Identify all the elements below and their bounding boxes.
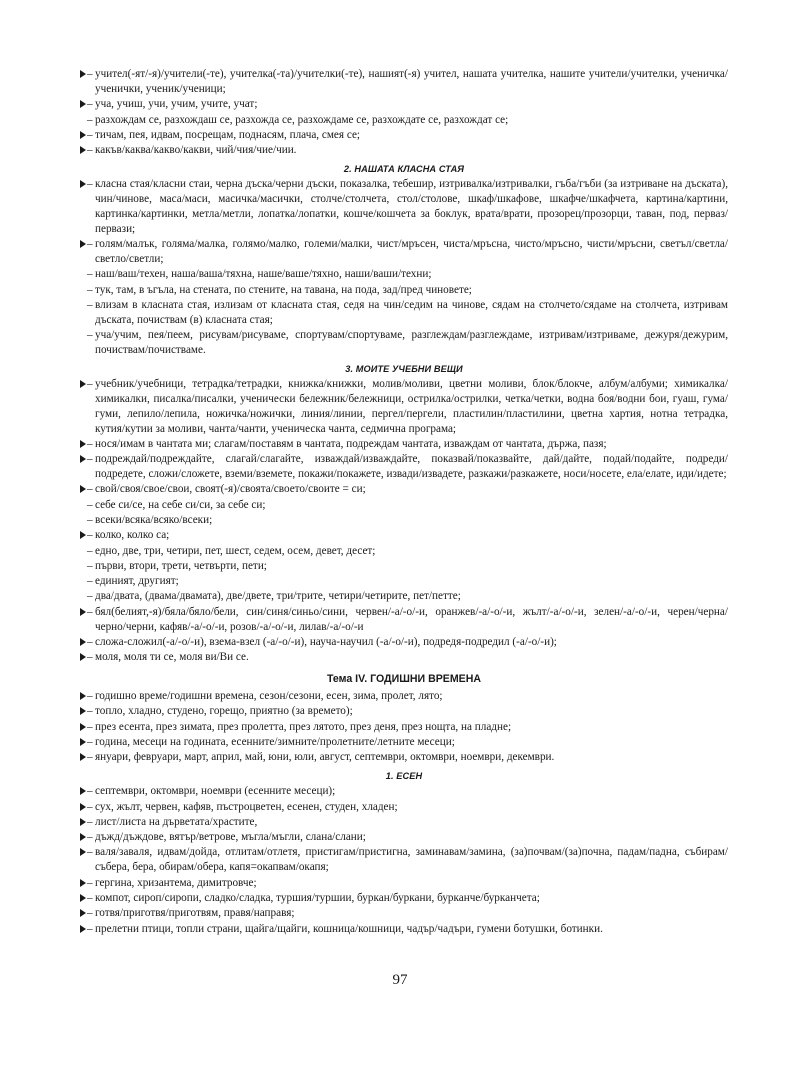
list-item (80, 922, 728, 937)
item-text: уча, учиш, учи, учим, учите, учат; (95, 98, 258, 111)
list-item (80, 830, 728, 845)
section-heading: 1. ЕСЕН (385, 771, 423, 782)
list-item (80, 328, 728, 358)
item-text: какъв/каква/какво/какви, чий/чия/чие/чии. (95, 144, 297, 157)
item-text: наш/ваш/техен, наша/ваша/тяхна, наше/ваше/тяхно, наши/ваши/техни; (95, 268, 432, 281)
arrow-bullet-icon: – (80, 650, 95, 665)
arrow-bullet-icon: – (80, 437, 95, 452)
list-item (80, 704, 728, 719)
triangle-icon (80, 440, 86, 448)
item-text: сух, жълт, червен, кафяв, пъстроцветен, есенен, студен, хладен; (95, 800, 398, 813)
item-text: готвя/приготвя/приготвям, правя/направя; (95, 907, 295, 920)
arrow-bullet-icon: – (80, 784, 95, 799)
dash-bullet-icon: – (87, 559, 93, 572)
list-item (80, 513, 728, 528)
triangle-icon (80, 753, 86, 761)
list-item (80, 143, 728, 158)
triangle-icon (80, 707, 86, 715)
list-item (80, 498, 728, 513)
list-item (80, 689, 728, 704)
list-item (80, 128, 728, 143)
triangle-icon (80, 131, 86, 139)
list-item (80, 437, 728, 452)
dash-bullet-icon: – (87, 298, 93, 311)
item-text: моля, моля ти се, моля ви/Ви се. (95, 651, 249, 664)
content (80, 67, 728, 936)
arrow-bullet-icon: – (80, 750, 95, 765)
triangle-icon (80, 894, 86, 902)
dash-bullet-icon: – (87, 268, 93, 281)
list-item (80, 891, 728, 906)
item-text: бял(белият,-я)/бяла/бяло/бели, син/синя/синьо/сини, червен/-а/-о/-и, оранжев/-а/-о/-и, жълт/-а/-о/-и, зелен/-а/-о/-и, черен/черна/черно/черни, кафяв/-а/-о/-и, розов/-а/-о/-и, лилав/-а/-о/-и (95, 605, 728, 633)
arrow-bullet-icon: – (80, 377, 95, 437)
list-item (80, 283, 728, 298)
triangle-icon (80, 818, 86, 826)
list-item (80, 574, 728, 589)
item-text: голям/малък, голяма/малка, голямо/малко, големи/малки, чист/мръсен, чиста/мръсна, чисто/мръсно, чисти/мръсни, светъл/светла/светло/светли; (95, 238, 728, 265)
arrow-bullet-icon: – (80, 143, 95, 158)
item-text: класна стая/класни стаи, черна дъска/черни дъски, показалка, тебешир, изтривалка/изтривалки, гъба/гъби (за изтриване на дъската), чин/чинове, маса/маси, масичка/масички, столче/столчета, стол/столове, шкаф/шкафове, шкафче/шкафчета, картина/картини, картинка/картинки, метла/метли, лопатка/лопатки, кошче/кошчета за боклук, врата/врати, прозорец/прозорци, таван, под, перваз/первази; (95, 178, 728, 235)
item-text: учебник/учебници, тетрадка/тетрадки, книжка/книжки, молив/моливи, цветни моливи, блок/блокче, албум/албуми; химикалка/химикалки, писалка/писалки, ученически бележник/бележници, острилка/острилки, четка/четки, водна боя/водни бои, гуаш, гума/гуми, лепило/лепила, ножичка/ножички, линия/линии, пергел/пергели, пластилин/пластилини, цветна хартия, нотна тетрадка, кутия/кутии за моливи, чанта/чанти, ученическа чанта, седмична програма; (95, 377, 728, 435)
triangle-icon (80, 485, 86, 493)
list-item (80, 720, 728, 735)
list-item (80, 650, 728, 665)
triangle-icon (80, 455, 86, 463)
item-text: лист/листа на дърветата/храстите, (95, 815, 258, 828)
arrow-bullet-icon: – (80, 128, 95, 143)
list-item (80, 377, 728, 437)
dash-bullet-icon: – (87, 113, 93, 126)
triangle-icon (80, 738, 86, 746)
item-text: валя/заваля, идвам/дойда, отлитам/отлетя, пристигам/пристигна, заминавам/замина, (за)почвам/(за)почна, падам/падна, събирам/събера, бера, обирам/обера, капя=окапвам/окапя; (95, 846, 728, 874)
item-text: уча/учим, пея/пеем, рисувам/рисуваме, спортувам/спортуваме, разглеждам/разглеждаме, изтривам/изтриваме, дежуря/дежурим, почиствам/почистваме. (95, 329, 728, 356)
dash-bullet-icon: – (87, 283, 93, 296)
item-text: тук, там, в ъгъла, на стената, по стените, на тавана, на пода, зад/пред чиновете; (95, 283, 472, 296)
arrow-bullet-icon: – (80, 67, 95, 97)
triangle-icon (80, 531, 86, 539)
item-text: учител(-ят/-я)/учители(-те), учителка(-та)/учителки(-те), нашият(-я) учител, нашата учителка, нашите учители/учителки, ученичка/ученички, ученик/ученици; (95, 68, 728, 95)
arrow-bullet-icon: – (80, 735, 95, 750)
arrow-bullet-icon: – (80, 800, 95, 815)
item-text: януари, февруари, март, април, май, юни, юли, август, септември, октомври, ноември, декември. (95, 751, 555, 764)
list-item (80, 750, 728, 765)
dash-bullet-icon: – (87, 590, 93, 603)
arrow-bullet-icon: – (80, 906, 95, 921)
list-item (80, 67, 728, 97)
arrow-bullet-icon: – (80, 237, 95, 267)
list-item (80, 452, 728, 482)
list-item (80, 784, 728, 799)
item-text: през есента, през зимата, през пролетта, през лятото, през деня, през нощта, на пладне; (95, 720, 512, 733)
arrow-bullet-icon: – (80, 528, 95, 543)
triangle-icon (80, 909, 86, 917)
item-text: тичам, пея, идвам, посрещам, поднасям, плача, смея се; (95, 128, 361, 141)
triangle-icon (80, 100, 86, 108)
item-text: септември, октомври, ноември (есенните месеци); (95, 785, 336, 798)
triangle-icon (80, 723, 86, 731)
item-text: свой/своя/свое/свои, своят(-я)/своята/своето/своите = си; (95, 483, 366, 496)
list-item (80, 113, 728, 128)
item-text: единият, другият; (95, 575, 179, 588)
list-item (80, 237, 728, 267)
arrow-bullet-icon: – (80, 704, 95, 719)
triangle-icon (80, 925, 86, 933)
dash-bullet-icon: – (87, 513, 93, 526)
list-item (80, 559, 728, 574)
item-text: всеки/всяка/всяко/всеки; (95, 513, 213, 526)
triangle-icon (80, 608, 86, 616)
arrow-bullet-icon: – (80, 635, 95, 650)
item-text: себе си/се, на себе си/си, за себе си; (95, 498, 266, 511)
item-text: дъжд/дъждове, вятър/ветрове, мъгла/мъгли, слана/слани; (95, 831, 366, 844)
dash-bullet-icon: – (87, 329, 93, 342)
triangle-icon (80, 70, 86, 78)
list-item (80, 735, 728, 750)
item-text: първи, втори, трети, четвърти, пети; (95, 559, 267, 572)
triangle-icon (80, 692, 86, 700)
list-item (80, 635, 728, 650)
arrow-bullet-icon: – (80, 452, 95, 482)
triangle-icon (80, 833, 86, 841)
triangle-icon (80, 787, 86, 795)
list-item (80, 482, 728, 497)
triangle-icon (80, 240, 86, 248)
item-text: подреждай/подреждайте, слагай/слагайте, изваждай/изваждайте, показвай/показвайте, дай/дайте, подай/подайте, подреди/подредете, сложи/сложете, вземи/вземете, покажи/покажете, извади/извадете, разкажи/разкажете, носи/носете, ела/елате, иди/идете; (95, 453, 728, 481)
item-text: два/двата, (двама/двамата), две/двете, три/трите, четири/четирите, пет/петте; (95, 590, 461, 603)
list-item (80, 800, 728, 815)
section-heading: 2. НАШАТА КЛАСНА СТАЯ (343, 164, 465, 174)
triangle-icon (80, 879, 86, 887)
list-item (80, 906, 728, 921)
arrow-bullet-icon: – (80, 922, 95, 937)
item-text: едно, две, три, четири, пет, шест, седем, осем, девет, десет; (95, 544, 376, 557)
list-item (80, 528, 728, 543)
arrow-bullet-icon: – (80, 605, 95, 635)
list-item (80, 177, 728, 237)
arrow-bullet-icon: – (80, 97, 95, 112)
list-item (80, 845, 728, 875)
item-text: влизам в класната стая, излизам от класната стая, седя на чин/седим на чинове, сядам на столчето/сядаме на столчета, изтривам дъската, почиствам (в) класната стая; (95, 298, 728, 326)
item-text: година, месеци на годината, есенните/зимните/пролетните/летните месеци; (95, 736, 455, 749)
list-item (80, 589, 728, 604)
arrow-bullet-icon: – (80, 830, 95, 845)
triangle-icon (80, 848, 86, 856)
item-text: годишно време/годишни времена, сезон/сезони, есен, зима, пролет, лято; (95, 690, 443, 703)
dash-bullet-icon: – (87, 544, 93, 557)
triangle-icon (80, 146, 86, 154)
list-item (80, 544, 728, 559)
triangle-icon (80, 180, 86, 188)
list-item (80, 605, 728, 635)
list-item (80, 298, 728, 328)
list-item (80, 876, 728, 891)
section-heading: 3. МОИТЕ УЧЕБНИ ВЕЩИ (345, 363, 463, 374)
dash-bullet-icon: – (87, 575, 93, 588)
item-text: топло, хладно, студено, горещо, приятно (за времето); (95, 705, 353, 718)
item-text: нося/имам в чантата ми; слагам/поставям в чантата, подреждам чантата, изваждам от чантата, държа, пазя; (95, 437, 607, 450)
item-text: колко, колко са; (95, 529, 170, 542)
arrow-bullet-icon: – (80, 876, 95, 891)
list-item (80, 97, 728, 112)
arrow-bullet-icon: – (80, 482, 95, 497)
triangle-icon (80, 803, 86, 811)
item-text: прелетни птици, топли страни, щайга/щайги, кошница/кошници, чадър/чадъри, гумени ботушки, ботинки. (95, 922, 603, 935)
item-text: разхождам се, разхождаш се, разхожда се, разхождаме се, разхождате се, разхождат се; (95, 113, 509, 126)
triangle-icon (80, 638, 86, 646)
arrow-bullet-icon: – (80, 845, 95, 875)
arrow-bullet-icon: – (80, 177, 95, 237)
page-number: 97 (392, 972, 408, 988)
triangle-icon (80, 380, 86, 388)
item-text: компот, сироп/сиропи, сладко/сладка, туршия/туршии, буркан/буркани, бурканче/бурканчета; (95, 891, 540, 904)
arrow-bullet-icon: – (80, 815, 95, 830)
arrow-bullet-icon: – (80, 689, 95, 704)
dash-bullet-icon: – (87, 498, 93, 511)
item-text: сложа-сложил(-а/-о/-и), взема-взел (-а/-о/-и), науча-научил (-а/-о/-и), подредя-подредил (-а/-о/-и); (95, 635, 557, 648)
theme-title: Тема IV. ГОДИШНИ ВРЕМЕНА (326, 673, 482, 686)
arrow-bullet-icon: – (80, 720, 95, 735)
list-item (80, 815, 728, 830)
item-text: гергина, хризантема, димитровче; (95, 876, 257, 889)
list-item (80, 267, 728, 282)
arrow-bullet-icon: – (80, 891, 95, 906)
triangle-icon (80, 653, 86, 661)
